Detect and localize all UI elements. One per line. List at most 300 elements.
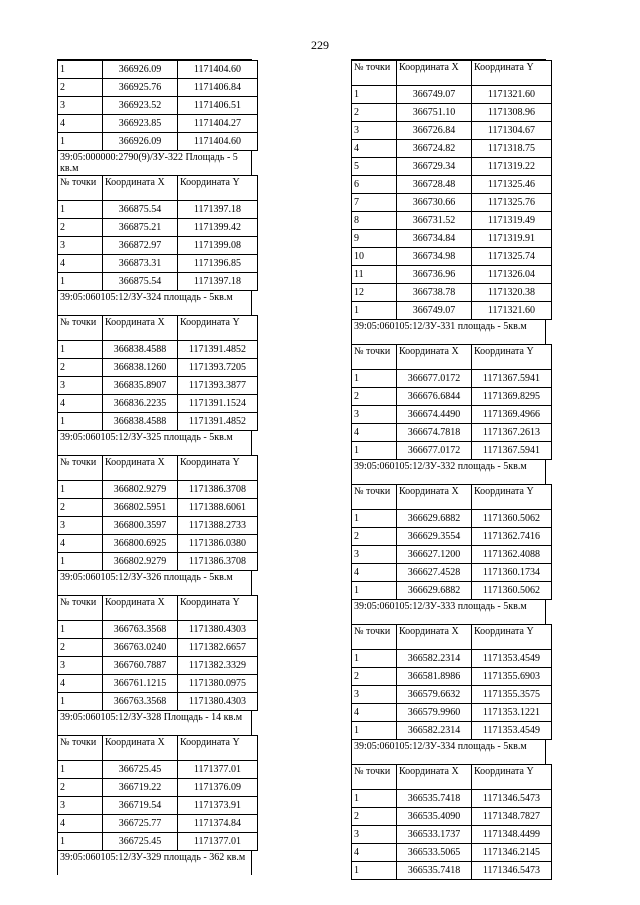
coordinate-x-cell: 366535.7418	[397, 790, 472, 808]
coordinate-x-cell: 366800.6925	[103, 535, 178, 553]
header-coordinate-x: Координата X	[103, 316, 178, 341]
header-coordinate-y: Координата Y	[178, 176, 258, 201]
table-row	[58, 79, 258, 97]
table-row	[352, 442, 552, 460]
coordinate-x-cell: 366629.6882	[397, 510, 472, 528]
coordinate-y-cell: 1171388.6061	[178, 499, 258, 517]
table-row	[352, 704, 552, 722]
coordinates-table	[57, 60, 258, 151]
header-row	[58, 316, 258, 341]
coordinate-x-cell: 366581.8986	[397, 668, 472, 686]
point-number-cell: 2	[352, 104, 397, 122]
header-point-number: № точки	[352, 485, 397, 510]
point-number-cell: 2	[58, 359, 103, 377]
coordinate-x-cell: 366726.84	[397, 122, 472, 140]
coordinate-x-cell: 366749.07	[397, 302, 472, 320]
table-row	[352, 140, 552, 158]
point-number-cell: 1	[58, 553, 103, 571]
coordinate-y-cell: 1171308.96	[472, 104, 552, 122]
header-row	[352, 345, 552, 370]
header-coordinate-x: Координата X	[397, 61, 472, 86]
coordinate-x-cell: 366535.7418	[397, 862, 472, 880]
coordinate-x-cell: 366725.77	[103, 815, 178, 833]
coordinate-x-cell: 366923.52	[103, 97, 178, 115]
coordinate-y-cell: 1171348.7827	[472, 808, 552, 826]
header-point-number: № точки	[58, 176, 103, 201]
coordinate-y-cell: 1171321.60	[472, 302, 552, 320]
point-number-cell: 1	[58, 481, 103, 499]
table-row	[58, 553, 258, 571]
parcel-caption: 39:05:060105:12/ЗУ-331 площадь - 5кв.м	[351, 320, 546, 344]
table-row	[58, 833, 258, 851]
point-number-cell: 2	[352, 668, 397, 686]
header-row	[58, 456, 258, 481]
table-row	[58, 779, 258, 797]
table-row	[352, 248, 552, 266]
right-column	[351, 59, 546, 880]
point-number-cell: 4	[352, 424, 397, 442]
table-row	[58, 675, 258, 693]
coordinate-y-cell: 1171369.4966	[472, 406, 552, 424]
header-coordinate-x: Координата X	[103, 736, 178, 761]
coordinate-y-cell: 1171404.60	[178, 133, 258, 151]
header-point-number: № точки	[352, 345, 397, 370]
point-number-cell: 3	[352, 826, 397, 844]
header-coordinate-x: Координата X	[103, 596, 178, 621]
coordinate-y-cell: 1171367.5941	[472, 370, 552, 388]
table-row	[352, 844, 552, 862]
table-row	[352, 862, 552, 880]
point-number-cell: 1	[58, 273, 103, 291]
coordinate-x-cell: 366923.85	[103, 115, 178, 133]
point-number-cell: 1	[352, 650, 397, 668]
point-number-cell: 2	[352, 808, 397, 826]
coordinate-y-cell: 1171362.4088	[472, 546, 552, 564]
table-row	[352, 722, 552, 740]
coordinate-x-cell: 366731.52	[397, 212, 472, 230]
coordinates-table	[351, 484, 552, 600]
table-row	[58, 219, 258, 237]
header-coordinate-x: Координата X	[397, 625, 472, 650]
header-coordinate-y: Координата Y	[178, 596, 258, 621]
header-row	[352, 765, 552, 790]
coordinates-table	[351, 764, 552, 880]
header-point-number: № точки	[58, 456, 103, 481]
table-row	[352, 194, 552, 212]
point-number-cell: 8	[352, 212, 397, 230]
coordinate-x-cell: 366926.09	[103, 133, 178, 151]
point-number-cell: 2	[58, 219, 103, 237]
header-coordinate-x: Координата X	[397, 345, 472, 370]
coordinate-x-cell: 366734.98	[397, 248, 472, 266]
coordinate-y-cell: 1171320.38	[472, 284, 552, 302]
point-number-cell: 1	[58, 201, 103, 219]
coordinate-x-cell: 366533.5065	[397, 844, 472, 862]
coordinates-table	[57, 315, 258, 431]
header-coordinate-y: Координата Y	[472, 485, 552, 510]
coordinate-y-cell: 1171304.67	[472, 122, 552, 140]
coordinates-table	[351, 60, 552, 320]
coordinate-y-cell: 1171360.5062	[472, 510, 552, 528]
table-row	[352, 122, 552, 140]
coordinate-y-cell: 1171346.5473	[472, 862, 552, 880]
header-coordinate-x: Координата X	[397, 765, 472, 790]
header-point-number: № точки	[58, 736, 103, 761]
point-number-cell: 3	[58, 237, 103, 255]
coordinate-y-cell: 1171362.7416	[472, 528, 552, 546]
coordinate-y-cell: 1171319.49	[472, 212, 552, 230]
coordinate-x-cell: 366676.6844	[397, 388, 472, 406]
coordinate-y-cell: 1171380.0975	[178, 675, 258, 693]
coordinate-x-cell: 366674.7818	[397, 424, 472, 442]
table-row	[352, 424, 552, 442]
point-number-cell: 4	[58, 535, 103, 553]
table-row	[58, 133, 258, 151]
header-coordinate-y: Координата Y	[472, 765, 552, 790]
coordinate-x-cell: 366627.4528	[397, 564, 472, 582]
parcel-caption: 39:05:060105:12/ЗУ-332 площадь - 5кв.м	[351, 460, 546, 484]
header-row	[352, 485, 552, 510]
coordinate-x-cell: 366749.07	[397, 86, 472, 104]
coordinate-x-cell: 366677.0172	[397, 370, 472, 388]
point-number-cell: 3	[352, 122, 397, 140]
coordinate-x-cell: 366836.2235	[103, 395, 178, 413]
coordinate-x-cell: 366875.54	[103, 273, 178, 291]
point-number-cell: 4	[58, 675, 103, 693]
coordinates-table	[351, 344, 552, 460]
point-number-cell: 10	[352, 248, 397, 266]
coordinate-y-cell: 1171382.6657	[178, 639, 258, 657]
table-row	[58, 273, 258, 291]
table-row	[352, 686, 552, 704]
coordinate-y-cell: 1171404.27	[178, 115, 258, 133]
point-number-cell: 1	[58, 61, 103, 79]
coordinate-y-cell: 1171348.4499	[472, 826, 552, 844]
point-number-cell: 3	[352, 546, 397, 564]
parcel-caption: 39:05:060105:12/ЗУ-333 площадь - 5кв.м	[351, 600, 546, 624]
table-row	[352, 158, 552, 176]
header-coordinate-y: Координата Y	[178, 736, 258, 761]
coordinate-x-cell: 366730.66	[397, 194, 472, 212]
coordinate-y-cell: 1171391.4852	[178, 341, 258, 359]
table-row	[58, 797, 258, 815]
coordinate-y-cell: 1171399.42	[178, 219, 258, 237]
table-row	[58, 639, 258, 657]
coordinate-y-cell: 1171325.76	[472, 194, 552, 212]
point-number-cell: 1	[58, 413, 103, 431]
table-row	[352, 826, 552, 844]
coordinate-y-cell: 1171319.22	[472, 158, 552, 176]
header-coordinate-x: Координата X	[397, 485, 472, 510]
parcel-caption: 39:05:060105:12/ЗУ-325 площадь - 5кв.м	[57, 431, 252, 455]
coordinate-y-cell: 1171374.84	[178, 815, 258, 833]
coordinate-x-cell: 366926.09	[103, 61, 178, 79]
parcel-caption: 39:05:060105:12/ЗУ-334 площадь - 5кв.м	[351, 740, 546, 764]
point-number-cell: 1	[58, 621, 103, 639]
coordinate-y-cell: 1171377.01	[178, 833, 258, 851]
table-row	[352, 176, 552, 194]
coordinate-x-cell: 366763.3568	[103, 621, 178, 639]
coordinate-x-cell: 366582.2314	[397, 722, 472, 740]
coordinates-table	[57, 455, 258, 571]
table-row	[352, 790, 552, 808]
table-row	[58, 621, 258, 639]
table-row	[58, 61, 258, 79]
table-row	[58, 97, 258, 115]
table-row	[352, 266, 552, 284]
point-number-cell: 1	[352, 722, 397, 740]
header-coordinate-y: Координата Y	[472, 625, 552, 650]
coordinate-y-cell: 1171325.46	[472, 176, 552, 194]
coordinate-x-cell: 366725.45	[103, 833, 178, 851]
coordinate-y-cell: 1171355.3575	[472, 686, 552, 704]
header-coordinate-x: Координата X	[103, 456, 178, 481]
parcel-caption: 39:05:060105:12/ЗУ-329 площадь - 362 кв.м	[57, 851, 252, 875]
table-row	[58, 481, 258, 499]
coordinate-y-cell: 1171406.51	[178, 97, 258, 115]
coordinate-x-cell: 366629.3554	[397, 528, 472, 546]
header-coordinate-y: Координата Y	[178, 316, 258, 341]
table-row	[58, 517, 258, 535]
coordinate-y-cell: 1171353.4549	[472, 722, 552, 740]
coordinate-x-cell: 366535.4090	[397, 808, 472, 826]
point-number-cell: 4	[58, 395, 103, 413]
table-row	[352, 650, 552, 668]
point-number-cell: 1	[352, 442, 397, 460]
coordinate-y-cell: 1171393.7205	[178, 359, 258, 377]
table-row	[352, 388, 552, 406]
header-point-number: № точки	[58, 596, 103, 621]
table-row	[352, 528, 552, 546]
table-row	[352, 668, 552, 686]
table-row	[58, 761, 258, 779]
coordinate-y-cell: 1171377.01	[178, 761, 258, 779]
coordinate-y-cell: 1171386.0380	[178, 535, 258, 553]
point-number-cell: 5	[352, 158, 397, 176]
coordinate-x-cell: 366802.9279	[103, 481, 178, 499]
point-number-cell: 4	[58, 115, 103, 133]
coordinate-y-cell: 1171373.91	[178, 797, 258, 815]
header-point-number: № точки	[58, 316, 103, 341]
parcel-caption: 39:05:060105:12/ЗУ-326 площадь - 5кв.м	[57, 571, 252, 595]
point-number-cell: 1	[352, 510, 397, 528]
point-number-cell: 11	[352, 266, 397, 284]
coordinate-x-cell: 366674.4490	[397, 406, 472, 424]
point-number-cell: 2	[352, 528, 397, 546]
point-number-cell: 2	[58, 499, 103, 517]
coordinate-y-cell: 1171386.3708	[178, 553, 258, 571]
point-number-cell: 1	[352, 302, 397, 320]
coordinate-x-cell: 366835.8907	[103, 377, 178, 395]
parcel-caption: 39:05:060105:12/ЗУ-328 Площадь - 14 кв.м	[57, 711, 252, 735]
table-row	[58, 693, 258, 711]
coordinate-x-cell: 366582.2314	[397, 650, 472, 668]
coordinate-y-cell: 1171369.8295	[472, 388, 552, 406]
coordinate-x-cell: 366838.4588	[103, 413, 178, 431]
table-row	[352, 230, 552, 248]
header-row	[58, 176, 258, 201]
coordinates-table	[351, 624, 552, 740]
coordinate-x-cell: 366760.7887	[103, 657, 178, 675]
point-number-cell: 1	[352, 582, 397, 600]
table-row	[352, 370, 552, 388]
coordinate-x-cell: 366724.82	[397, 140, 472, 158]
point-number-cell: 1	[58, 341, 103, 359]
header-point-number: № точки	[352, 765, 397, 790]
table-row	[352, 510, 552, 528]
table-row	[352, 302, 552, 320]
point-number-cell: 2	[58, 79, 103, 97]
table-row	[352, 212, 552, 230]
table-row	[58, 377, 258, 395]
coordinate-y-cell: 1171391.1524	[178, 395, 258, 413]
coordinate-x-cell: 366729.34	[397, 158, 472, 176]
coordinate-x-cell: 366736.96	[397, 266, 472, 284]
table-row	[352, 808, 552, 826]
point-number-cell: 4	[352, 704, 397, 722]
coordinate-x-cell: 366763.0240	[103, 639, 178, 657]
parcel-caption: 39:05:060105:12/ЗУ-324 площадь - 5кв.м	[57, 291, 252, 315]
coordinate-y-cell: 1171406.84	[178, 79, 258, 97]
point-number-cell: 4	[58, 255, 103, 273]
coordinate-x-cell: 366761.1215	[103, 675, 178, 693]
header-row	[352, 61, 552, 86]
coordinate-y-cell: 1171391.4852	[178, 413, 258, 431]
left-column	[57, 59, 252, 875]
table-row	[58, 395, 258, 413]
coordinate-y-cell: 1171382.3329	[178, 657, 258, 675]
coordinate-y-cell: 1171353.1221	[472, 704, 552, 722]
coordinate-x-cell: 366725.45	[103, 761, 178, 779]
point-number-cell: 3	[352, 406, 397, 424]
coordinate-x-cell: 366738.78	[397, 284, 472, 302]
point-number-cell: 1	[352, 370, 397, 388]
coordinate-y-cell: 1171386.3708	[178, 481, 258, 499]
coordinate-y-cell: 1171326.04	[472, 266, 552, 284]
coordinate-y-cell: 1171397.18	[178, 273, 258, 291]
table-row	[58, 115, 258, 133]
table-row	[352, 546, 552, 564]
coordinate-x-cell: 366719.22	[103, 779, 178, 797]
point-number-cell: 1	[352, 862, 397, 880]
coordinate-x-cell: 366872.97	[103, 237, 178, 255]
header-point-number: № точки	[352, 61, 397, 86]
coordinate-y-cell: 1171367.5941	[472, 442, 552, 460]
coordinate-y-cell: 1171360.5062	[472, 582, 552, 600]
coordinate-x-cell: 366627.1200	[397, 546, 472, 564]
header-coordinate-y: Координата Y	[472, 61, 552, 86]
table-row	[58, 413, 258, 431]
coordinate-x-cell: 366873.31	[103, 255, 178, 273]
table-row	[352, 104, 552, 122]
table-row	[58, 359, 258, 377]
point-number-cell: 3	[58, 97, 103, 115]
point-number-cell: 1	[352, 790, 397, 808]
table-row	[58, 499, 258, 517]
point-number-cell: 6	[352, 176, 397, 194]
point-number-cell: 4	[352, 564, 397, 582]
coordinate-y-cell: 1171319.91	[472, 230, 552, 248]
header-point-number: № точки	[352, 625, 397, 650]
coordinates-table	[57, 175, 258, 291]
point-number-cell: 9	[352, 230, 397, 248]
header-coordinate-y: Координата Y	[472, 345, 552, 370]
point-number-cell: 1	[58, 833, 103, 851]
point-number-cell: 7	[352, 194, 397, 212]
point-number-cell: 12	[352, 284, 397, 302]
point-number-cell: 2	[58, 639, 103, 657]
coordinate-y-cell: 1171393.3877	[178, 377, 258, 395]
coordinate-x-cell: 366579.9960	[397, 704, 472, 722]
coordinate-y-cell: 1171325.74	[472, 248, 552, 266]
table-row	[352, 582, 552, 600]
table-row	[352, 284, 552, 302]
table-row	[352, 86, 552, 104]
point-number-cell: 3	[58, 377, 103, 395]
coordinate-y-cell: 1171404.60	[178, 61, 258, 79]
coordinate-x-cell: 366579.6632	[397, 686, 472, 704]
point-number-cell: 1	[58, 133, 103, 151]
coordinate-y-cell: 1171396.85	[178, 255, 258, 273]
point-number-cell: 1	[352, 86, 397, 104]
table-row	[352, 406, 552, 424]
coordinate-x-cell: 366728.48	[397, 176, 472, 194]
coordinate-y-cell: 1171346.2145	[472, 844, 552, 862]
table-row	[58, 657, 258, 675]
coordinate-y-cell: 1171353.4549	[472, 650, 552, 668]
coordinate-x-cell: 366734.84	[397, 230, 472, 248]
coordinate-x-cell: 366875.21	[103, 219, 178, 237]
point-number-cell: 2	[58, 779, 103, 797]
table-row	[58, 535, 258, 553]
coordinate-x-cell: 366719.54	[103, 797, 178, 815]
point-number-cell: 2	[352, 388, 397, 406]
coordinate-x-cell: 366533.1737	[397, 826, 472, 844]
table-row	[58, 201, 258, 219]
coordinate-y-cell: 1171388.2733	[178, 517, 258, 535]
parcel-caption: 39:05:000000:2790(9)/ЗУ-322 Площадь - 5 кв.м	[57, 151, 252, 175]
header-row	[58, 596, 258, 621]
header-row	[58, 736, 258, 761]
coordinate-x-cell: 366763.3568	[103, 693, 178, 711]
coordinate-y-cell: 1171380.4303	[178, 693, 258, 711]
table-row	[58, 341, 258, 359]
point-number-cell: 4	[352, 844, 397, 862]
coordinate-x-cell: 366802.5951	[103, 499, 178, 517]
coordinate-y-cell: 1171399.08	[178, 237, 258, 255]
table-row	[58, 815, 258, 833]
coordinate-y-cell: 1171367.2613	[472, 424, 552, 442]
coordinate-y-cell: 1171380.4303	[178, 621, 258, 639]
header-coordinate-x: Координата X	[103, 176, 178, 201]
page-number: 229	[311, 38, 329, 52]
header-row	[352, 625, 552, 650]
coordinate-y-cell: 1171318.75	[472, 140, 552, 158]
coordinates-table	[57, 595, 258, 711]
coordinate-y-cell: 1171346.5473	[472, 790, 552, 808]
coordinate-y-cell: 1171355.6903	[472, 668, 552, 686]
coordinate-y-cell: 1171360.1734	[472, 564, 552, 582]
point-number-cell: 4	[352, 140, 397, 158]
table-row	[58, 237, 258, 255]
coordinate-x-cell: 366800.3597	[103, 517, 178, 535]
coordinate-x-cell: 366838.4588	[103, 341, 178, 359]
point-number-cell: 3	[58, 657, 103, 675]
coordinate-x-cell: 366875.54	[103, 201, 178, 219]
coordinate-x-cell: 366802.9279	[103, 553, 178, 571]
point-number-cell: 3	[58, 797, 103, 815]
point-number-cell: 1	[58, 761, 103, 779]
